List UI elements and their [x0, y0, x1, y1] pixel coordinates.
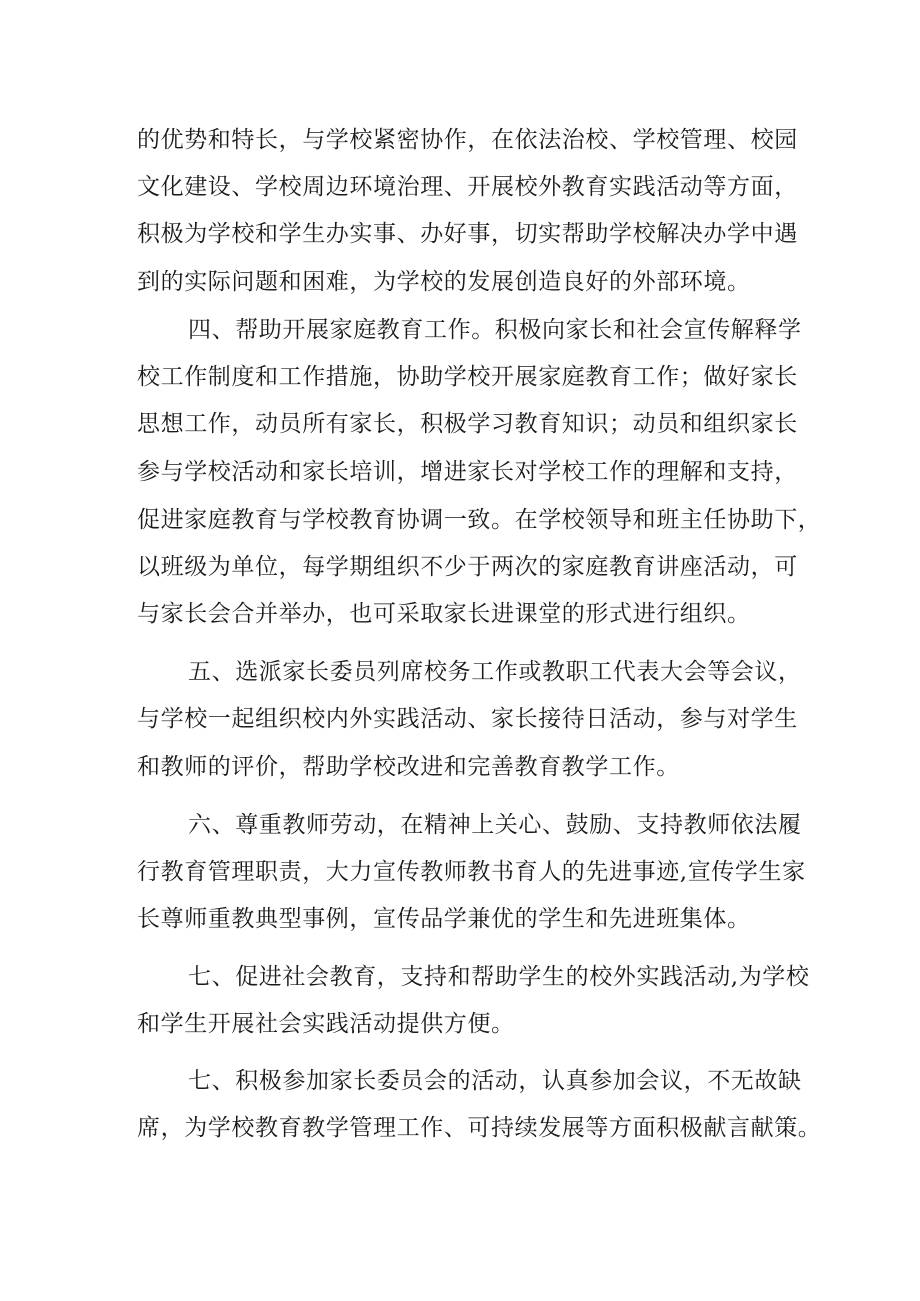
- text-line: 与学校一起组织校内外实践活动、家长接待日活动，参与对学生: [137, 706, 798, 732]
- text-line: 到的实际问题和困难，为学校的发展创造良好的外部环境。: [137, 269, 751, 295]
- text-line: 促进家庭教育与学校教育协调一致。在学校领导和班主任协助下，: [137, 507, 822, 533]
- paragraph-6-first-line: 六、尊重教师劳动，在精神上关心、鼓励、支持教师依法履: [188, 812, 802, 838]
- text-line: 与家长会合并举办，也可采取家长进课堂的形式进行组织。: [137, 601, 751, 627]
- paragraph-4-first-line: 四、帮助开展家庭教育工作。积极向家长和社会宣传解释学: [188, 317, 802, 343]
- text-line: 文化建设、学校周边环境治理、开展校外教育实践活动等方面，: [137, 174, 798, 200]
- text-line: 的优势和特长，与学校紧密协作，在依法治校、学校管理、校园: [137, 127, 798, 153]
- text-line: 行教育管理职责，大力宣传教师教书育人的先进事迹,宣传学生家: [137, 859, 806, 885]
- text-line: 参与学校活动和家长培训，增进家长对学校工作的理解和支持，: [137, 459, 798, 485]
- text-line: 思想工作，动员所有家长，积极学习教育知识；动员和组织家长: [137, 411, 798, 437]
- text-line: 和学生开展社会实践活动提供方便。: [137, 1011, 515, 1037]
- text-line: 和教师的评价，帮助学校改进和完善教育教学工作。: [137, 754, 680, 780]
- text-line: 长尊师重教典型事例，宣传品学兼优的学生和先进班集体。: [137, 906, 751, 932]
- text-line: 以班级为单位，每学期组织不少于两次的家庭教育讲座活动，可: [137, 554, 798, 580]
- paragraph-7-first-line: 七、促进社会教育，支持和帮助学生的校外实践活动,为学校: [188, 964, 810, 990]
- paragraph-7b-first-line: 七、积极参加家长委员会的活动，认真参加会议，不无故缺: [188, 1068, 802, 1094]
- text-line: 席，为学校教育教学管理工作、可持续发展等方面积极献言献策。: [137, 1115, 822, 1141]
- text-line: 校工作制度和工作措施，协助学校开展家庭教育工作；做好家长: [137, 364, 798, 390]
- text-line: 积极为学校和学生办实事、办好事，切实帮助学校解决办学中遇: [137, 221, 798, 247]
- paragraph-5-first-line: 五、选派家长委员列席校务工作或教职工代表大会等会议，: [188, 659, 802, 685]
